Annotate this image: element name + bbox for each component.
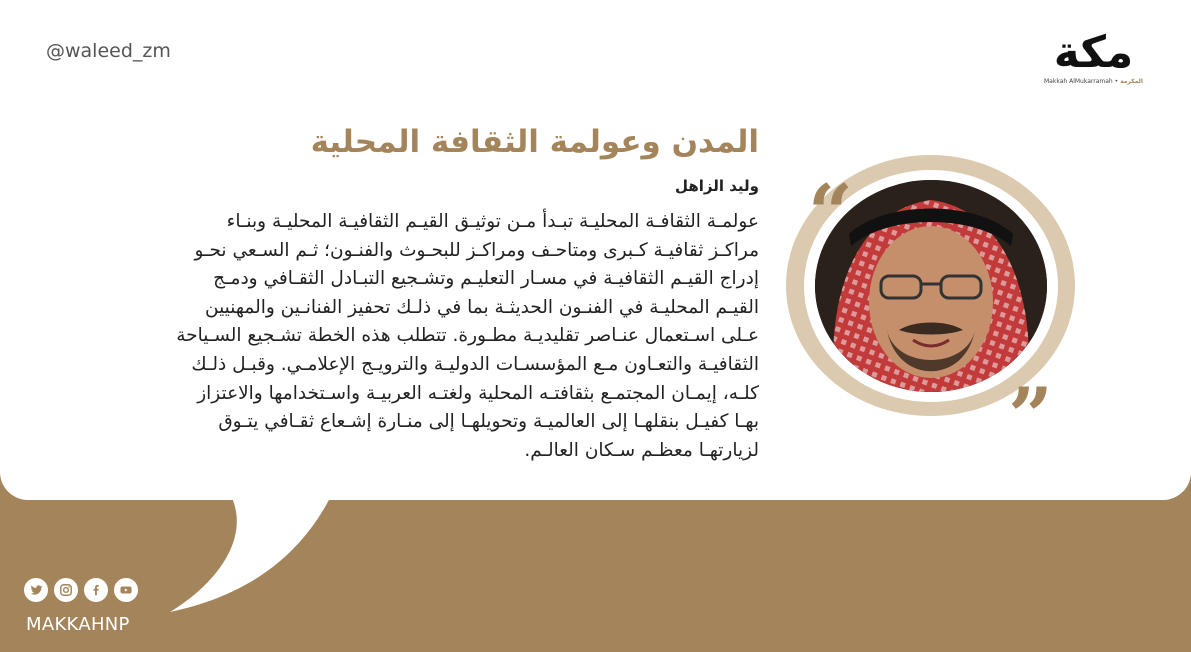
article-line: إدراج القيـم الثقافيـة في مسـار التعليـم وتشـجيع التبـادل الثقـافي ودمـج — [213, 268, 759, 290]
article-line: القيـم المحليـة في الفنـون الحديثـة بما في ذلـك تحفيز الفنانـين والمهنيين — [205, 296, 759, 318]
article-title: المدن وعولمة الثقافة المحلية — [310, 124, 759, 160]
article-body — [176, 208, 759, 465]
brand-name: MAKKAHNP — [26, 614, 130, 635]
close-quote-icon: ” — [1008, 371, 1053, 462]
author-handle[interactable]: @waleed_zm — [46, 40, 171, 62]
instagram-icon[interactable] — [54, 578, 78, 602]
article-line: عـلى اسـتعمال عنـاصر تقليديـة مطـورة. تتطلب هذه الخطة تشـجيع السـياحة — [176, 325, 759, 347]
logo-mark: مكة — [1053, 27, 1134, 78]
twitter-icon[interactable] — [24, 578, 48, 602]
makkah-logo — [1036, 27, 1151, 88]
article-line: كلـه، إيمـان المجتمـع بثقافتـه المحلية ولغتـه العربيـة واسـتخدامها والاعتزاز — [197, 382, 759, 404]
open-quote-icon: “ — [808, 168, 853, 259]
article-line: عولمـة الثقافـة المحليـة تبـدأ مـن توثيـق القيـم الثقافيـة المحليـة وبنـاء — [226, 211, 759, 232]
article-line: بهـا كفيـل بنقلهـا إلى العالميـة وتحويلهـا إلى منـارة إشـعاع ثقـافي يتـوق — [218, 411, 759, 433]
article-author: وليد الزاهل — [674, 177, 759, 195]
article-line: لزيارتهـا معظـم سـكان العالـم. — [524, 439, 759, 461]
logo-subtitle: Makkah AlMukarramah • المكرمة — [1044, 78, 1143, 85]
social-links — [24, 578, 138, 602]
article-line: الثقافيـة والتعـاون مـع المؤسسـات الدوليـة والترويـج الإعلامـي. وقبـل ذلـك — [191, 353, 759, 375]
youtube-icon[interactable] — [114, 578, 138, 602]
article-line: مراكـز ثقافيـة كـبرى ومتاحـف ومراكـز للبحـوث والفنـون؛ ثـم السـعي نحـو — [194, 239, 759, 261]
facebook-icon[interactable] — [84, 578, 108, 602]
